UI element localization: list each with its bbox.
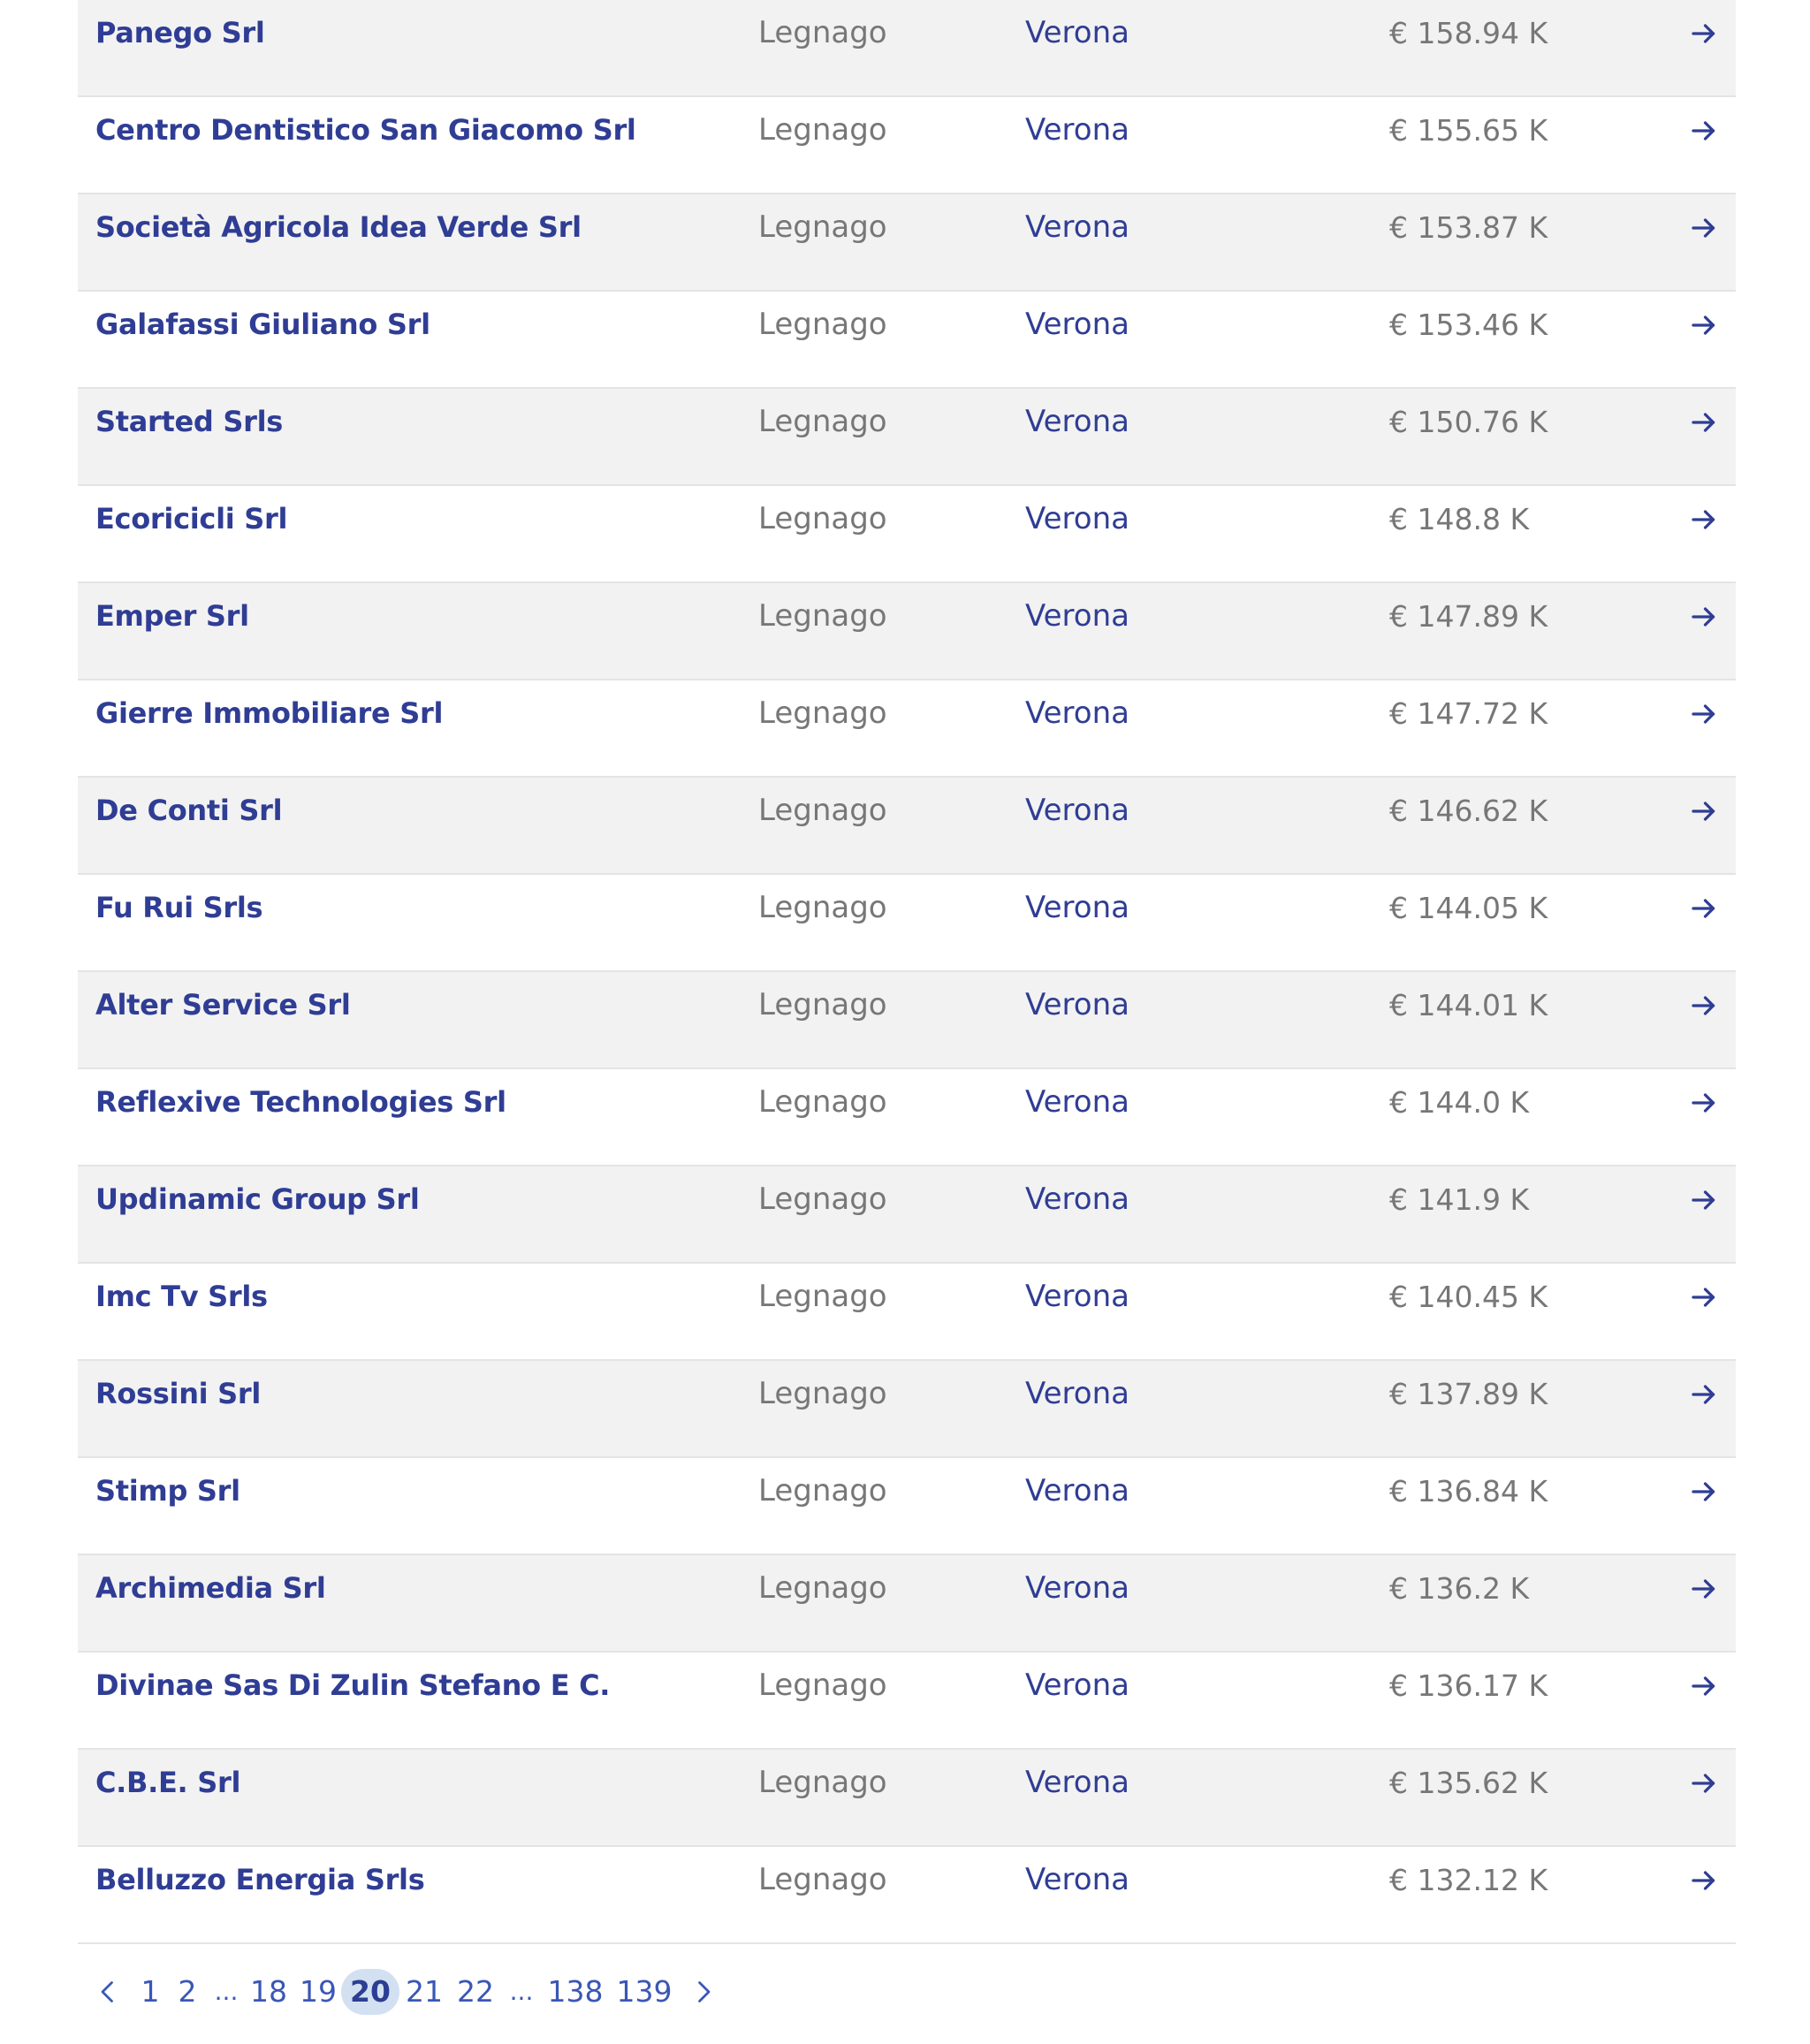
company-province: Verona [1025, 793, 1129, 828]
table-row[interactable] [78, 486, 1736, 583]
table-row[interactable] [78, 778, 1736, 875]
company-name[interactable]: Stimp Srl [95, 1474, 240, 1508]
company-revenue: € 147.72 K [1389, 696, 1548, 731]
arrow-right-icon[interactable] [1688, 18, 1720, 49]
arrow-right-icon[interactable] [1688, 698, 1720, 730]
company-revenue: € 137.89 K [1389, 1377, 1548, 1411]
company-province: Verona [1025, 307, 1129, 342]
company-city: Legnago [758, 307, 887, 342]
arrow-right-icon[interactable] [1688, 1767, 1720, 1799]
company-name[interactable]: Società Agricola Idea Verde Srl [95, 210, 582, 244]
chevron-right-icon[interactable] [688, 1976, 719, 2008]
company-name[interactable]: Alter Service Srl [95, 988, 351, 1022]
company-revenue: € 155.65 K [1389, 113, 1548, 148]
company-name[interactable]: C.B.E. Srl [95, 1766, 241, 1799]
company-province: Verona [1025, 15, 1129, 50]
arrow-right-icon[interactable] [1688, 115, 1720, 147]
company-city: Legnago [758, 209, 887, 245]
company-province: Verona [1025, 112, 1129, 148]
company-city: Legnago [758, 793, 887, 828]
page-ellipsis: ... [509, 1977, 534, 2006]
company-province: Verona [1025, 501, 1129, 536]
company-province: Verona [1025, 695, 1129, 731]
arrow-right-icon[interactable] [1688, 1865, 1720, 1896]
table-row[interactable] [78, 1264, 1736, 1361]
chevron-left-icon[interactable] [92, 1976, 124, 2008]
company-revenue: € 146.62 K [1389, 794, 1548, 828]
arrow-right-icon[interactable] [1688, 1281, 1720, 1313]
company-province: Verona [1025, 1668, 1129, 1703]
company-province: Verona [1025, 209, 1129, 245]
company-city: Legnago [758, 890, 887, 925]
arrow-right-icon[interactable] [1688, 893, 1720, 924]
table-row[interactable] [78, 583, 1736, 680]
company-province: Verona [1025, 1182, 1129, 1217]
table-row[interactable] [78, 389, 1736, 486]
company-revenue: € 158.94 K [1389, 16, 1548, 50]
table-row[interactable] [78, 292, 1736, 389]
company-name[interactable]: Archimedia Srl [95, 1571, 326, 1605]
page-link[interactable]: 21 [406, 1974, 443, 2009]
company-revenue: € 144.01 K [1389, 988, 1548, 1022]
company-city: Legnago [758, 695, 887, 731]
company-name[interactable]: Galafassi Giuliano Srl [95, 308, 430, 341]
company-name[interactable]: Rossini Srl [95, 1377, 262, 1410]
company-name[interactable]: Imc Tv Srls [95, 1280, 268, 1313]
table-row[interactable] [78, 1847, 1736, 1944]
company-city: Legnago [758, 1376, 887, 1411]
page-link[interactable]: 19 [300, 1974, 337, 2009]
table-row[interactable] [78, 1361, 1736, 1458]
company-city: Legnago [758, 1862, 887, 1897]
company-city: Legnago [758, 1279, 887, 1314]
company-name[interactable]: Gierre Immobiliare Srl [95, 696, 444, 730]
arrow-right-icon[interactable] [1688, 1184, 1720, 1216]
company-revenue: € 136.17 K [1389, 1668, 1548, 1703]
table-row[interactable] [78, 194, 1736, 292]
page-link[interactable]: 138 [547, 1974, 604, 2009]
company-city: Legnago [758, 15, 887, 50]
company-city: Legnago [758, 404, 887, 439]
company-name[interactable]: Belluzzo Energia Srls [95, 1863, 425, 1896]
company-revenue: € 136.2 K [1389, 1571, 1530, 1606]
company-province: Verona [1025, 1473, 1129, 1508]
company-name[interactable]: Centro Dentistico San Giacomo Srl [95, 113, 636, 147]
page-link[interactable]: 1 [141, 1974, 160, 2009]
company-city: Legnago [758, 987, 887, 1022]
company-province: Verona [1025, 1570, 1129, 1606]
table-row[interactable] [78, 1653, 1736, 1750]
arrow-right-icon[interactable] [1688, 407, 1720, 438]
arrow-right-icon[interactable] [1688, 504, 1720, 536]
company-province: Verona [1025, 1765, 1129, 1800]
company-province: Verona [1025, 987, 1129, 1022]
arrow-right-icon[interactable] [1688, 1670, 1720, 1702]
company-name[interactable]: Ecoricicli Srl [95, 502, 288, 536]
company-name[interactable]: Reflexive Technologies Srl [95, 1085, 506, 1119]
company-revenue: € 148.8 K [1389, 502, 1530, 536]
company-province: Verona [1025, 1376, 1129, 1411]
company-city: Legnago [758, 1570, 887, 1606]
arrow-right-icon[interactable] [1688, 212, 1720, 244]
page-link[interactable]: 22 [457, 1974, 494, 2009]
page-link[interactable]: 139 [616, 1974, 673, 2009]
company-revenue: € 147.89 K [1389, 599, 1548, 634]
company-name[interactable]: Divinae Sas Di Zulin Stefano E C. [95, 1668, 611, 1702]
company-name[interactable]: Fu Rui Srls [95, 891, 263, 924]
company-city: Legnago [758, 112, 887, 148]
company-city: Legnago [758, 501, 887, 536]
table-row[interactable] [78, 875, 1736, 972]
company-name[interactable]: De Conti Srl [95, 794, 283, 827]
company-city: Legnago [758, 598, 887, 634]
company-revenue: € 132.12 K [1389, 1863, 1548, 1897]
page-link[interactable]: 18 [250, 1974, 287, 2009]
arrow-right-icon[interactable] [1688, 309, 1720, 341]
company-revenue: € 153.46 K [1389, 308, 1548, 342]
company-province: Verona [1025, 1862, 1129, 1897]
arrow-right-icon[interactable] [1688, 795, 1720, 827]
company-revenue: € 153.87 K [1389, 210, 1548, 245]
company-revenue: € 144.05 K [1389, 891, 1548, 925]
page-ellipsis: ... [214, 1977, 239, 2006]
company-name[interactable]: Panego Srl [95, 16, 265, 49]
arrow-right-icon[interactable] [1688, 990, 1720, 1022]
table-row[interactable] [78, 1555, 1736, 1653]
company-province: Verona [1025, 1084, 1129, 1120]
company-province: Verona [1025, 1279, 1129, 1314]
arrow-right-icon[interactable] [1688, 1379, 1720, 1410]
company-province: Verona [1025, 404, 1129, 439]
company-city: Legnago [758, 1765, 887, 1800]
page-link[interactable]: 2 [178, 1974, 197, 2009]
company-revenue: € 136.84 K [1389, 1474, 1548, 1508]
company-revenue: € 135.62 K [1389, 1766, 1548, 1800]
table-row[interactable] [78, 1750, 1736, 1847]
arrow-right-icon[interactable] [1688, 1573, 1720, 1605]
company-revenue: € 144.0 K [1389, 1085, 1530, 1120]
company-city: Legnago [758, 1182, 887, 1217]
table-row[interactable] [78, 1458, 1736, 1555]
table-row[interactable] [78, 972, 1736, 1069]
company-city: Legnago [758, 1084, 887, 1120]
table-row[interactable] [78, 680, 1736, 778]
company-city: Legnago [758, 1668, 887, 1703]
company-province: Verona [1025, 598, 1129, 634]
company-city: Legnago [758, 1473, 887, 1508]
table-row[interactable] [78, 1166, 1736, 1264]
pagination [78, 1969, 962, 2015]
table-row[interactable] [78, 1069, 1736, 1166]
company-revenue: € 140.45 K [1389, 1280, 1548, 1314]
company-revenue: € 150.76 K [1389, 405, 1548, 439]
company-table [78, 0, 1736, 1944]
arrow-right-icon[interactable] [1688, 1476, 1720, 1508]
table-row[interactable] [78, 0, 1736, 97]
company-name[interactable]: Started Srls [95, 405, 284, 438]
page-link-current[interactable]: 20 [341, 1969, 399, 2015]
table-row[interactable] [78, 97, 1736, 194]
company-province: Verona [1025, 890, 1129, 925]
arrow-right-icon[interactable] [1688, 601, 1720, 633]
company-name[interactable]: Updinamic Group Srl [95, 1182, 420, 1216]
arrow-right-icon[interactable] [1688, 1087, 1720, 1119]
company-revenue: € 141.9 K [1389, 1182, 1530, 1217]
company-name[interactable]: Emper Srl [95, 599, 249, 633]
